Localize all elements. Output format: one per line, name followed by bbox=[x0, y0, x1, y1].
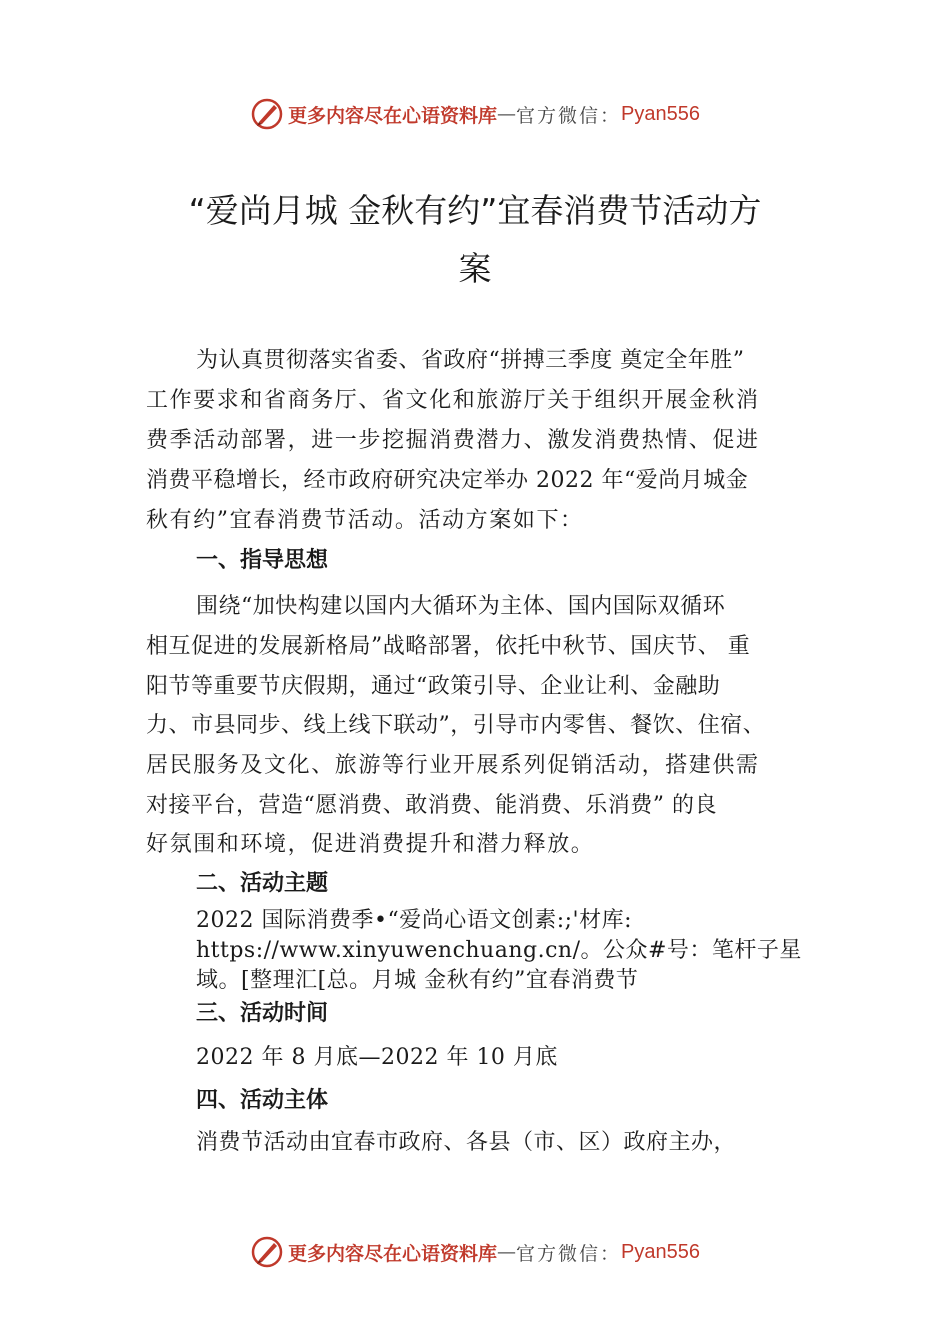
footer-banner bbox=[0, 1232, 950, 1272]
intro-line: 消费平稳增长，经市政府研究决定举办 2022 年“爱尚月城金 bbox=[146, 468, 749, 493]
banner-wechat-id: Pyan556 bbox=[621, 1240, 700, 1263]
paragraph-line: 域。[整理汇[总。月城 金秋有约”宜春消费节 bbox=[196, 968, 639, 993]
section-heading: 三、活动时间 bbox=[196, 1001, 329, 1026]
pen-logo-icon bbox=[250, 97, 284, 131]
paragraph-line: 对接平台，营造“愿消费、敢消费、能消费、乐消费” 的良 bbox=[146, 793, 717, 818]
banner-main-text: 更多内容尽在心语资料库 bbox=[288, 1242, 498, 1265]
banner-separator: — bbox=[497, 1241, 517, 1263]
paragraph-line: 消费节活动由宜春市政府、各县（市、区）政府主办， bbox=[196, 1130, 737, 1155]
paragraph-line: 2022 国际消费季•“爱尚心语文创素:;'材库: bbox=[196, 908, 632, 933]
paragraph-line: https://www.xinyuwenchuang.cn/。公众#号：笔杆子星 bbox=[196, 938, 802, 963]
pen-logo-icon bbox=[250, 1235, 284, 1269]
banner-main-text: 更多内容尽在心语资料库 bbox=[288, 104, 498, 127]
paragraph-line: 相互促进的发展新格局”战略部署，依托中秋节、国庆节、 重 bbox=[146, 634, 751, 659]
banner-separator: — bbox=[497, 103, 517, 125]
section-heading: 四、活动主体 bbox=[196, 1088, 329, 1113]
document-title-line-1: “爱尚月城 金秋有约”宜春消费节活动方 bbox=[188, 191, 762, 230]
intro-line: 为认真贯彻落实省委、省政府“拼搏三季度 奠定全年胜” bbox=[196, 348, 745, 373]
paragraph-line: 2022 年 8 月底—2022 年 10 月底 bbox=[196, 1045, 558, 1070]
intro-line: 秋有约”宜春消费节活动。活动方案如下： bbox=[146, 508, 584, 533]
document-title-line-2: 案 bbox=[458, 249, 492, 288]
banner-wechat-label: 官方微信： bbox=[516, 1242, 622, 1265]
section-heading: 二、活动主题 bbox=[196, 871, 329, 896]
intro-line: 工作要求和省商务厅、省文化和旅游厅关于组织开展金秋消 bbox=[146, 388, 760, 413]
header-banner bbox=[0, 94, 950, 134]
intro-line: 费季活动部署，进一步挖掘消费潜力、激发消费热情、促进 bbox=[146, 428, 760, 453]
section-heading: 一、指导思想 bbox=[196, 548, 329, 573]
paragraph-line: 阳节等重要节庆假期，通过“政策引导、企业让利、金融助 bbox=[146, 674, 721, 699]
banner-wechat-label: 官方微信： bbox=[516, 104, 622, 127]
paragraph-line: 力、市县同步、线上线下联动”，引导市内零售、餐饮、住宿、 bbox=[146, 713, 766, 738]
banner-wechat-id: Pyan556 bbox=[621, 102, 700, 125]
paragraph-line: 好氛围和环境，促进消费提升和潜力释放。 bbox=[146, 832, 595, 857]
paragraph-line: 居民服务及文化、旅游等行业开展系列促销活动，搭建供需 bbox=[146, 753, 760, 778]
paragraph-line: 围绕“加快构建以国内大循环为主体、国内国际双循环 bbox=[196, 594, 726, 619]
